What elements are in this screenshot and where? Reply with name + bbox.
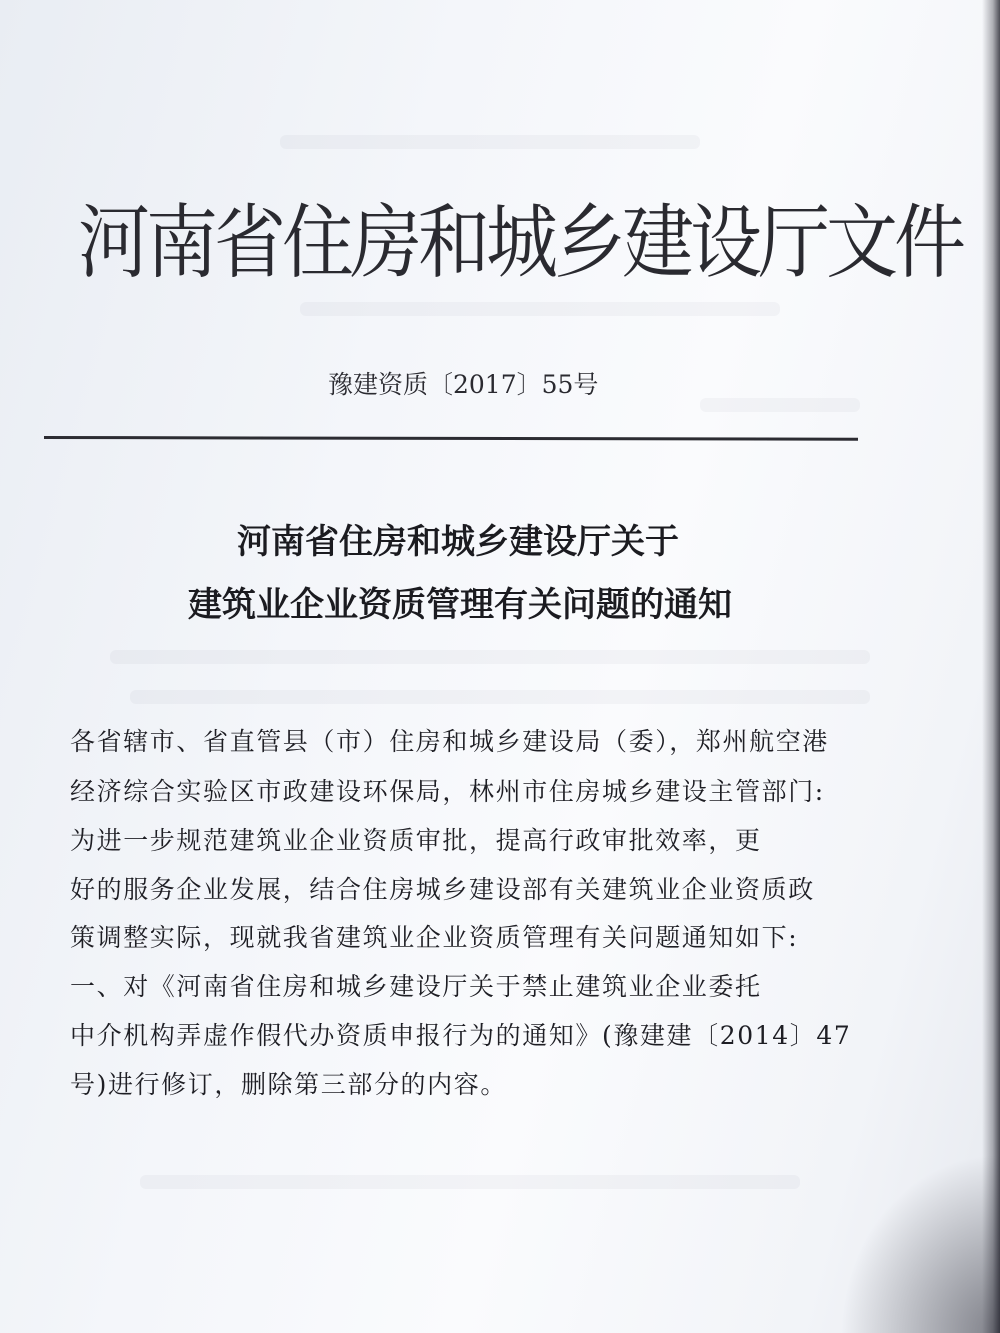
document-number: 豫建资质〔2017〕55号 [328,370,599,399]
body-line: 一、对《河南省住房和城乡建设厅关于禁止建筑业企业委托 [70,972,762,1001]
bleed-through-mark [110,650,870,664]
notice-title-line-1: 河南省住房和城乡建设厅关于 [237,522,679,562]
issuer-header: 河南省住房和城乡建设厅文件 [78,195,963,290]
bleed-through-mark [700,398,860,412]
page-edge-shadow [982,0,1000,1333]
corner-shadow [840,1153,1000,1333]
notice-title-line-2: 建筑业企业资质管理有关问题的通知 [188,585,732,625]
bleed-through-mark [300,302,780,316]
bleed-through-mark [140,1175,800,1189]
body-line: 号)进行修订，删除第三部分的内容。 [70,1070,507,1099]
body-line: 为进一步规范建筑业企业资质审批，提高行政审批效率，更 [70,826,762,855]
body-line: 策调整实际，现就我省建筑业企业资质管理有关问题通知如下: [70,923,799,952]
bleed-through-mark [130,690,870,704]
body-line: 各省辖市、省直管县（市）住房和城乡建设局（委），郑州航空港 [70,727,829,756]
header-divider [44,436,858,441]
body-line: 中介机构弄虚作假代办资质申报行为的通知》(豫建建〔2014〕47 [70,1021,852,1050]
bleed-through-mark [280,135,700,149]
body-line: 好的服务企业发展，结合住房城乡建设部有关建筑业企业资质政 [70,875,815,904]
body-line: 经济综合实验区市政建设环保局，林州市住房城乡建设主管部门: [70,777,825,806]
